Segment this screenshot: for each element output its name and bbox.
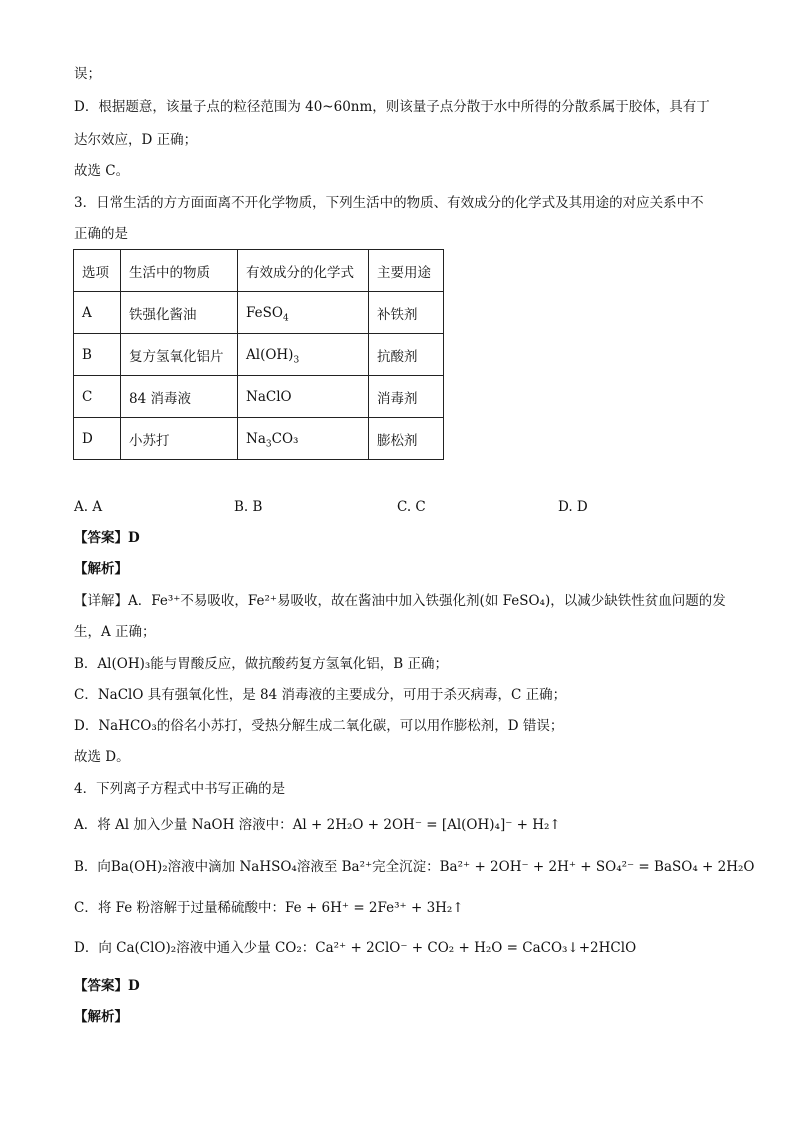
q4-option-c-prefix: C．将 Fe 粉溶解于过量稀硫酸中：: [74, 900, 286, 916]
option-cell: D: [74, 418, 121, 460]
q3-detail-d: D．NaHCO₃的俗名小苏打，受热分解生成二氧化碳，可以用作膨松剂，D 错误；: [74, 718, 564, 734]
formula-sub: 3: [293, 355, 300, 366]
q4-option-c-equation: Fe + 6H⁺ = 2Fe³⁺ + 3H₂↑: [285, 900, 464, 916]
q4-option-b-prefix: B．向Ba(OH)₂溶液中滴加 NaHSO₄溶液至 Ba²⁺完全沉淀：: [74, 859, 440, 875]
use-cell: 抗酸剂: [369, 334, 444, 376]
q3-detail-line-1: 【详解】A．Fe³⁺不易吸收，Fe²⁺易吸收，故在酱油中加入铁强化剂(如 FeSO₄)，以减少缺铁性贫血问题的发: [74, 593, 726, 609]
formula-sub: 4: [282, 313, 289, 324]
table-row: [74, 292, 444, 334]
options-table: [73, 249, 444, 460]
q3-stem-line-1: 3．日常生活的方方面面离不开化学物质，下列生活中的物质、有效成分的化学式及其用途的对应关系中不: [74, 195, 704, 211]
formula-main: FeSO: [246, 304, 283, 321]
table-row: [74, 334, 444, 376]
prev-line-1: 误；: [74, 66, 101, 82]
substance-cell: 84 消毒液: [121, 376, 238, 418]
q4-option-b-equation: Ba²⁺ + 2OH⁻ + 2H⁺ + SO₄²⁻ = BaSO₄ + 2H₂O: [439, 859, 755, 875]
header-cell: 选项: [74, 250, 121, 292]
option-cell: C: [74, 376, 121, 418]
q3-detail-c: C．NaClO 具有强氧化性，是 84 消毒液的主要成分，可用于杀灭病毒，C 正确；: [74, 687, 567, 703]
substance-cell: 铁强化酱油: [121, 292, 238, 334]
q4-option-a: [74, 815, 561, 835]
header-cell: 生活中的物质: [121, 250, 238, 292]
table-row: [74, 418, 444, 460]
table-row: [74, 376, 444, 418]
q3-answer: 【答案】D: [74, 530, 140, 546]
prev-option-d-line-2: 达尔效应，D 正确；: [74, 132, 198, 148]
q4-option-c: [74, 898, 464, 918]
prev-choose: 故选 C。: [74, 163, 130, 179]
formula-sub: 3: [265, 439, 272, 450]
formula-cell: [238, 418, 369, 460]
q3-detail-line-2: 生，A 正确；: [74, 624, 156, 640]
formula-main: Na: [246, 430, 266, 447]
q4-option-b: [74, 857, 754, 877]
q4-option-d: [74, 938, 636, 958]
header-cell: 有效成分的化学式: [238, 250, 369, 292]
option-cell: B: [74, 334, 121, 376]
substance-cell: 小苏打: [121, 418, 238, 460]
use-cell: 膨松剂: [369, 418, 444, 460]
q4-option-a-prefix: A．将 Al 加入少量 NaOH 溶液中：: [74, 817, 293, 833]
q4-option-d-equation: Ca²⁺ + 2ClO⁻ + CO₂ + H₂O = CaCO₃↓+2HClO: [315, 940, 637, 956]
q3-detail-b: B．Al(OH)₃能与胃酸反应，做抗酸药复方氢氧化铝，B 正确；: [74, 656, 448, 672]
q4-answer: 【答案】D: [74, 978, 140, 994]
formula-tail: CO₃: [271, 430, 299, 447]
use-cell: 补铁剂: [369, 292, 444, 334]
q4-option-d-prefix: D．向 Ca(ClO)₂溶液中通入少量 CO₂：: [74, 940, 316, 956]
prev-option-d-line-1: D．根据题意，该量子点的粒径范围为 40~60nm，则该量子点分散于水中所得的分散系属于胶体，具有丁: [74, 99, 710, 115]
q3-stem-line-2: 正确的是: [74, 226, 128, 242]
use-cell: 消毒剂: [369, 376, 444, 418]
table-header-row: [74, 250, 444, 292]
q3-analysis: 【解析】: [74, 561, 128, 577]
substance-cell: 复方氢氧化铝片: [121, 334, 238, 376]
q4-analysis: 【解析】: [74, 1009, 128, 1025]
choice-b: B. B: [234, 499, 263, 515]
option-cell: A: [74, 292, 121, 334]
formula-main: NaClO: [246, 388, 292, 405]
formula-cell: [238, 334, 369, 376]
choice-a: A. A: [74, 499, 103, 515]
header-cell: 主要用途: [369, 250, 444, 292]
formula-cell: [238, 292, 369, 334]
choice-c: C. C: [397, 499, 426, 515]
formula-main: Al(OH): [246, 346, 294, 363]
q4-stem: 4．下列离子方程式中书写正确的是: [74, 781, 286, 797]
q4-option-a-equation: Al + 2H₂O + 2OH⁻ = [Al(OH)₄]⁻ + H₂↑: [292, 817, 561, 833]
choice-d: D. D: [558, 499, 588, 515]
formula-cell: [238, 376, 369, 418]
q3-choose: 故选 D。: [74, 749, 130, 765]
